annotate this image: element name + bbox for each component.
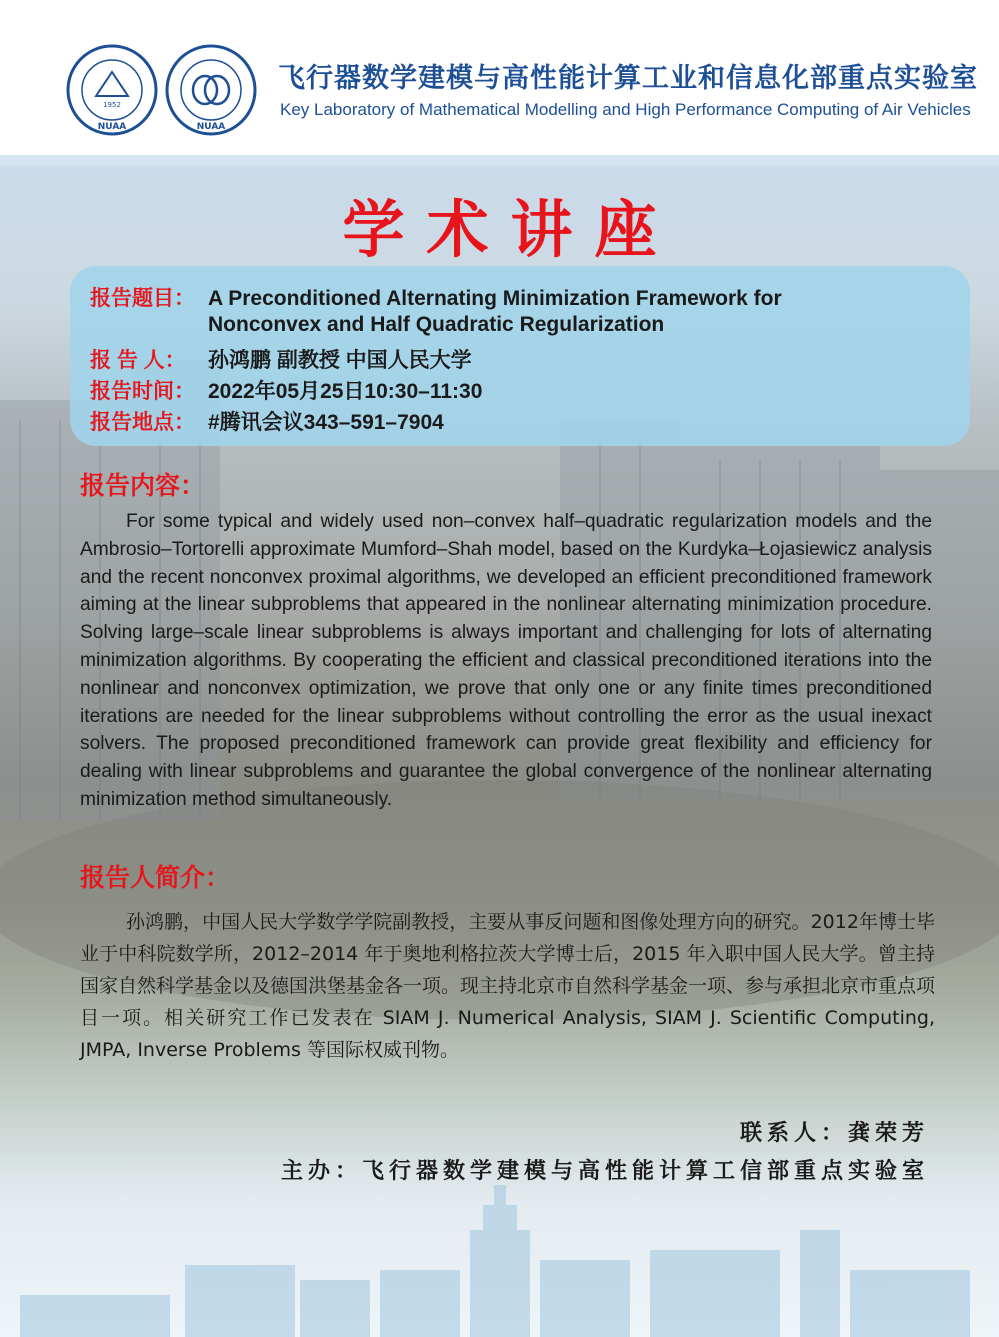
host-organization: 主办：飞行器数学建模与高性能计算工信部重点实验室	[280, 1158, 929, 1184]
lab-logo	[165, 44, 257, 136]
content-heading: 报告内容：	[80, 471, 206, 500]
time-label: 报告时间：	[90, 380, 195, 403]
nuaa-logo	[66, 44, 158, 136]
svg-text:NUAA: NUAA	[97, 122, 127, 132]
speaker-value: 孙鸿鹏 副教授 中国人民大学	[208, 349, 472, 372]
lab-name-en: Key Laboratory of Mathematical Modelling and High Performance Computing of Air Vehicles	[280, 100, 971, 119]
bio-heading: 报告人简介：	[80, 863, 231, 892]
speaker-row	[90, 344, 472, 374]
abstract-text: For some typical and widely used non–convex half–quadratic regularization models and the Ambrosio–Tortorelli approximate Mumford–Shah model, based on the Kurdyka–Łojasiewicz analysis and the recent nonconvex proximal algorithms, we developed an efficient preconditioned framework aiming at the linear subproblems that appeared in the nonlinear alternating minimization procedure. Solving large–scale linear subproblems is always important and challenging for lots of alternating minimization algorithms. By cooperating the efficient and classical preconditioned iterations into the nonlinear and nonconvex optimization, we prove that only one or any finite times preconditioned iterations are needed for the linear subproblems without controlling the error as the usual inexact solvers. The proposed preconditioned framework can provide great flexibility and efficiency for dealing with linear subproblems and guarantee the global convergence of the nonlinear alternating minimization method simultaneously.	[80, 511, 932, 810]
speaker-label: 报 告 人：	[90, 349, 186, 372]
contact-person: 联系人：龚荣芳	[739, 1120, 929, 1146]
poster-title: 学术讲座	[342, 193, 679, 266]
header	[0, 0, 999, 155]
bio-text: 孙鸿鹏，中国人民大学数学学院副教授，主要从事反问题和图像处理方向的研究。2012年博士毕业于中科院数学所，2012–2014 年于奥地利格拉茨大学博士后，2015 年入职中国人民大学。曾主持国家自然科学基金以及德国洪堡基金各一项。现主持北京市自然科学基金一项、参与承担北京市重点项目一项。相关研究工作已发表在 SIAM J. Numerical Analysis, SIAM J. Scientific Computing, JMPA, Inverse Problems 等国际权威刊物。	[80, 911, 936, 1061]
time-value: 2022年05月25日10:30–11:30	[208, 380, 483, 403]
topic-line1: A Preconditioned Alternating Minimization Framework for	[208, 287, 782, 310]
lecture-info-box	[70, 266, 970, 446]
time-row	[90, 375, 482, 405]
lab-name-cn: 飞行器数学建模与高性能计算工业和信息化部重点实验室	[278, 63, 978, 94]
place-label: 报告地点：	[90, 411, 195, 434]
topic-line2: Nonconvex and Half Quadratic Regularization	[208, 313, 665, 336]
place-row	[90, 406, 444, 436]
header-divider	[0, 155, 999, 167]
topic-label: 报告题目：	[90, 287, 195, 310]
topic-row-2	[208, 313, 664, 337]
svg-text:NUAA: NUAA	[196, 122, 226, 132]
topic-row	[90, 282, 782, 312]
svg-text:1952: 1952	[103, 101, 121, 109]
place-value: #腾讯会议343–591–7904	[208, 411, 444, 434]
